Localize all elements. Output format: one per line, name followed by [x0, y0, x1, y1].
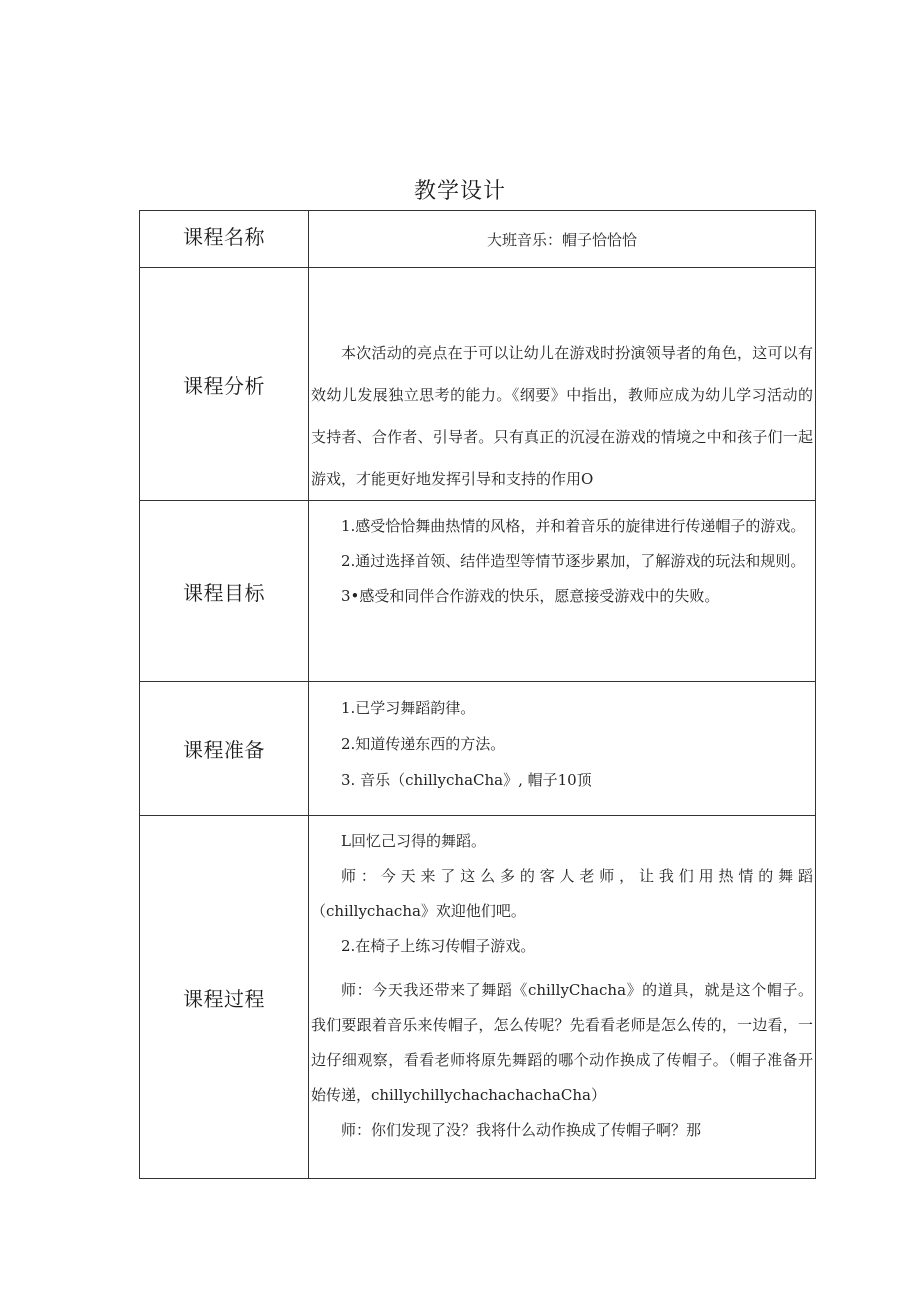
content-course-preparation — [309, 682, 816, 816]
label-course-process: 课程过程 — [140, 816, 309, 1179]
process-paragraph: 师：今天来了这么多的客人老师，让我们用热情的舞蹈（chillychacha》欢迎他们吧。 — [311, 867, 813, 920]
content-course-analysis — [309, 268, 816, 501]
lesson-design-table — [139, 210, 816, 1179]
content-course-goals — [309, 501, 816, 682]
document-title: 教学设计 — [413, 179, 506, 204]
label-course-preparation: 课程准备 — [140, 682, 309, 816]
goal-item: 3•感受和同伴合作游戏的快乐，愿意接受游戏中的失败。 — [341, 587, 720, 605]
goal-item: 1.感受恰恰舞曲热情的风格，并和着音乐的旋律进行传递帽子的游戏。 — [341, 517, 806, 535]
row-course-preparation — [140, 682, 816, 816]
goal-item: 2.通过选择首领、结伴造型等情节逐步累加，了解游戏的玩法和规则。 — [341, 552, 806, 570]
process-paragraph: 师：今天我还带来了舞蹈《chillyChacha》的道具，就是这个帽子。我们要跟着音乐来传帽子，怎么传呢？先看看老师是怎么传的，一边看，一边仔细观察，看看老师将原先舞蹈的哪个动作换成了传帽子。（帽子准备开始传递，chillychillychachachachaCha） — [311, 981, 813, 1104]
process-paragraph: L回忆己习得的舞蹈。 — [341, 832, 486, 850]
label-course-analysis: 课程分析 — [140, 268, 309, 501]
preparation-item: 3. 音乐（chillychaCha》, 帽子10顶 — [341, 771, 592, 789]
preparation-item: 1.已学习舞蹈韵律。 — [341, 699, 476, 717]
preparation-item: 2.知道传递东西的方法。 — [341, 735, 506, 753]
label-course-name: 课程名称 — [140, 211, 309, 268]
row-course-name — [140, 211, 816, 268]
row-course-analysis — [140, 268, 816, 501]
label-course-goals: 课程目标 — [140, 501, 309, 682]
row-course-goals — [140, 501, 816, 682]
process-paragraph: 2.在椅子上练习传帽子游戏。 — [341, 937, 536, 955]
content-course-process — [309, 816, 816, 1179]
process-paragraph: 师：你们发现了没？我将什么动作换成了传帽子啊？那 — [341, 1121, 702, 1139]
analysis-paragraph: 本次活动的亮点在于可以让幼儿在游戏时扮演领导者的角色，这可以有效幼儿发展独立思考的能力。《纲要》中指出，教师应成为幼儿学习活动的支持者、合作者、引导者。只有真正的沉浸在游戏的情境之中和孩子们一起游戏，才能更好地发挥引导和支持的作用O — [311, 344, 813, 488]
value-course-name: 大班音乐：帽子恰恰恰 — [309, 211, 816, 268]
row-course-process — [140, 816, 816, 1179]
